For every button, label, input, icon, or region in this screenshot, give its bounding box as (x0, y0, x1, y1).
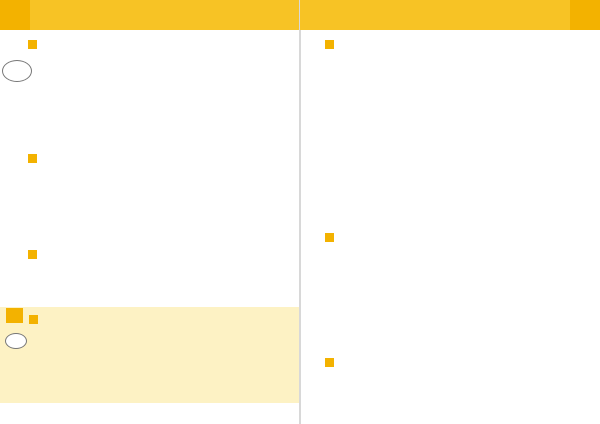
right-header (300, 0, 600, 30)
task-number (325, 358, 334, 367)
page-number (570, 0, 600, 30)
task-number (325, 233, 334, 242)
w-tag (6, 308, 23, 323)
task-number (325, 40, 334, 49)
page-number (0, 0, 30, 30)
task-number (28, 154, 37, 163)
task-number (28, 250, 37, 259)
hint-bubble (5, 333, 27, 349)
practice-box (0, 307, 300, 403)
task-number (29, 315, 38, 324)
right-page (300, 0, 600, 424)
left-header (0, 0, 300, 30)
task-number (28, 40, 37, 49)
hint-bubble (2, 60, 32, 82)
